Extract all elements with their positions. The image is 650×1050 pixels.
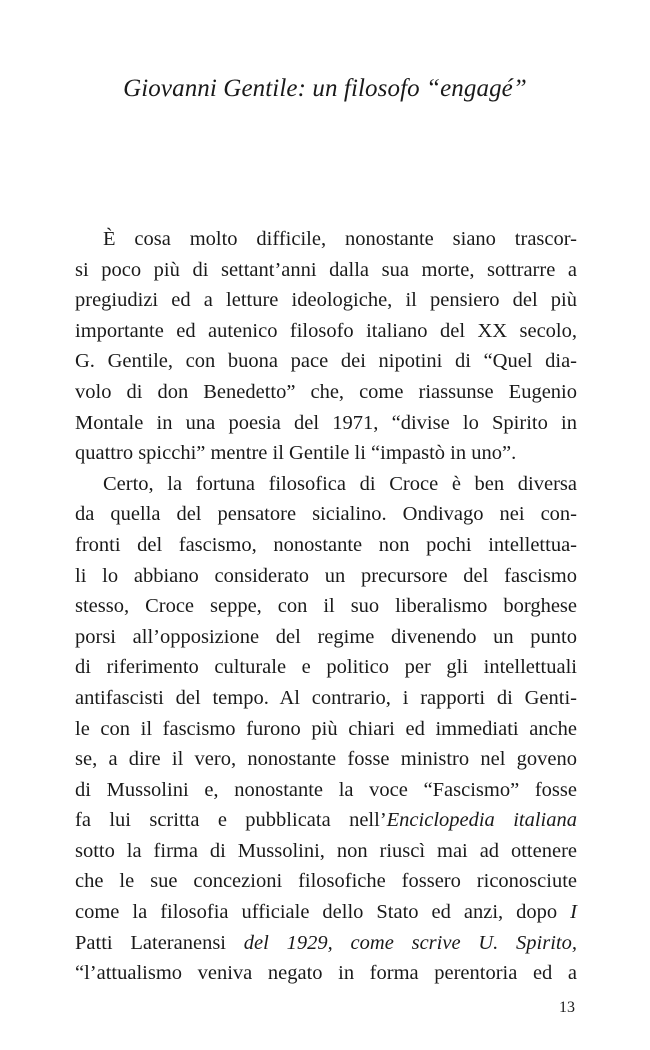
text-line: se, a dire il vero, nonostante fosse ministro nel goveno [75,748,577,771]
text-line: antifascisti del tempo. Al contrario, i rapporti di Genti- [75,686,577,709]
text-line: G. Gentile, con buona pace dei nipotini di “Quel dia- [75,350,577,373]
text-line: quattro spicchi” mentre il Gentile li “impastò in uno”. [75,442,517,465]
text-line: come la filosofia ufficiale dello Stato ed anzi, dopo I [75,901,577,924]
text-line: pregiudizi ed a letture ideologiche, il pensiero del più [75,289,577,312]
text-line: di Mussolini e, nonostante la voce “Fascismo” fosse [75,778,577,801]
text-line: li lo abbiano considerato un precursore del fascismo [75,564,577,587]
text-line: importante ed autenico filosofo italiano del XX secolo, [75,319,577,342]
text-line: porsi all’opposizione del regime divenendo un punto [75,625,577,648]
text-line: Certo, la fortuna filosofica di Croce è ben diversa [103,472,577,495]
text-line: È cosa molto difficile, nonostante siano trascor- [103,228,577,250]
text-line: “l’attualismo veniva negato in forma perentoria ed a [75,962,577,985]
text-line: da quella del pensatore sicialino. Ondivago nei con- [75,503,577,526]
text-line: sotto la firma di Mussolini, non riuscì mai ad ottenere [75,839,577,862]
italic-title: Enciclopedia italiana [386,809,577,832]
text-line: Patti Lateranensi del 1929, come scrive U. Spirito, [75,931,577,954]
text-line: Montale in una poesia del 1971, “divise lo Spirito in [75,411,577,434]
italic-title: I [570,901,577,924]
text-line: di riferimento culturale e politico per gli intellettuali [75,656,577,679]
text-line: le con il fascismo furono più chiari ed immediati anche [75,717,577,740]
text-line: stesso, Croce seppe, con il suo liberalismo borghese [75,595,577,618]
text-line: fa lui scritta e pubblicata nell’Enciclopedia italiana [75,809,577,832]
text-line: si poco più di settant’anni dalla sua morte, sottrarre a [75,258,577,281]
text-line: che le sue concezioni filosofiche fossero riconosciute [75,870,577,893]
text-line: fronti del fascismo, nonostante non pochi intellettua- [75,533,577,556]
text-line: volo di don Benedetto” che, come riassunse Eugenio [75,380,577,403]
body-text [75,224,577,989]
page-number: 13 [559,999,575,1016]
chapter-title: Giovanni Gentile: un filosofo “engagé” [123,75,527,102]
italic-title: del 1929, come scrive U. Spirito, [226,931,577,954]
